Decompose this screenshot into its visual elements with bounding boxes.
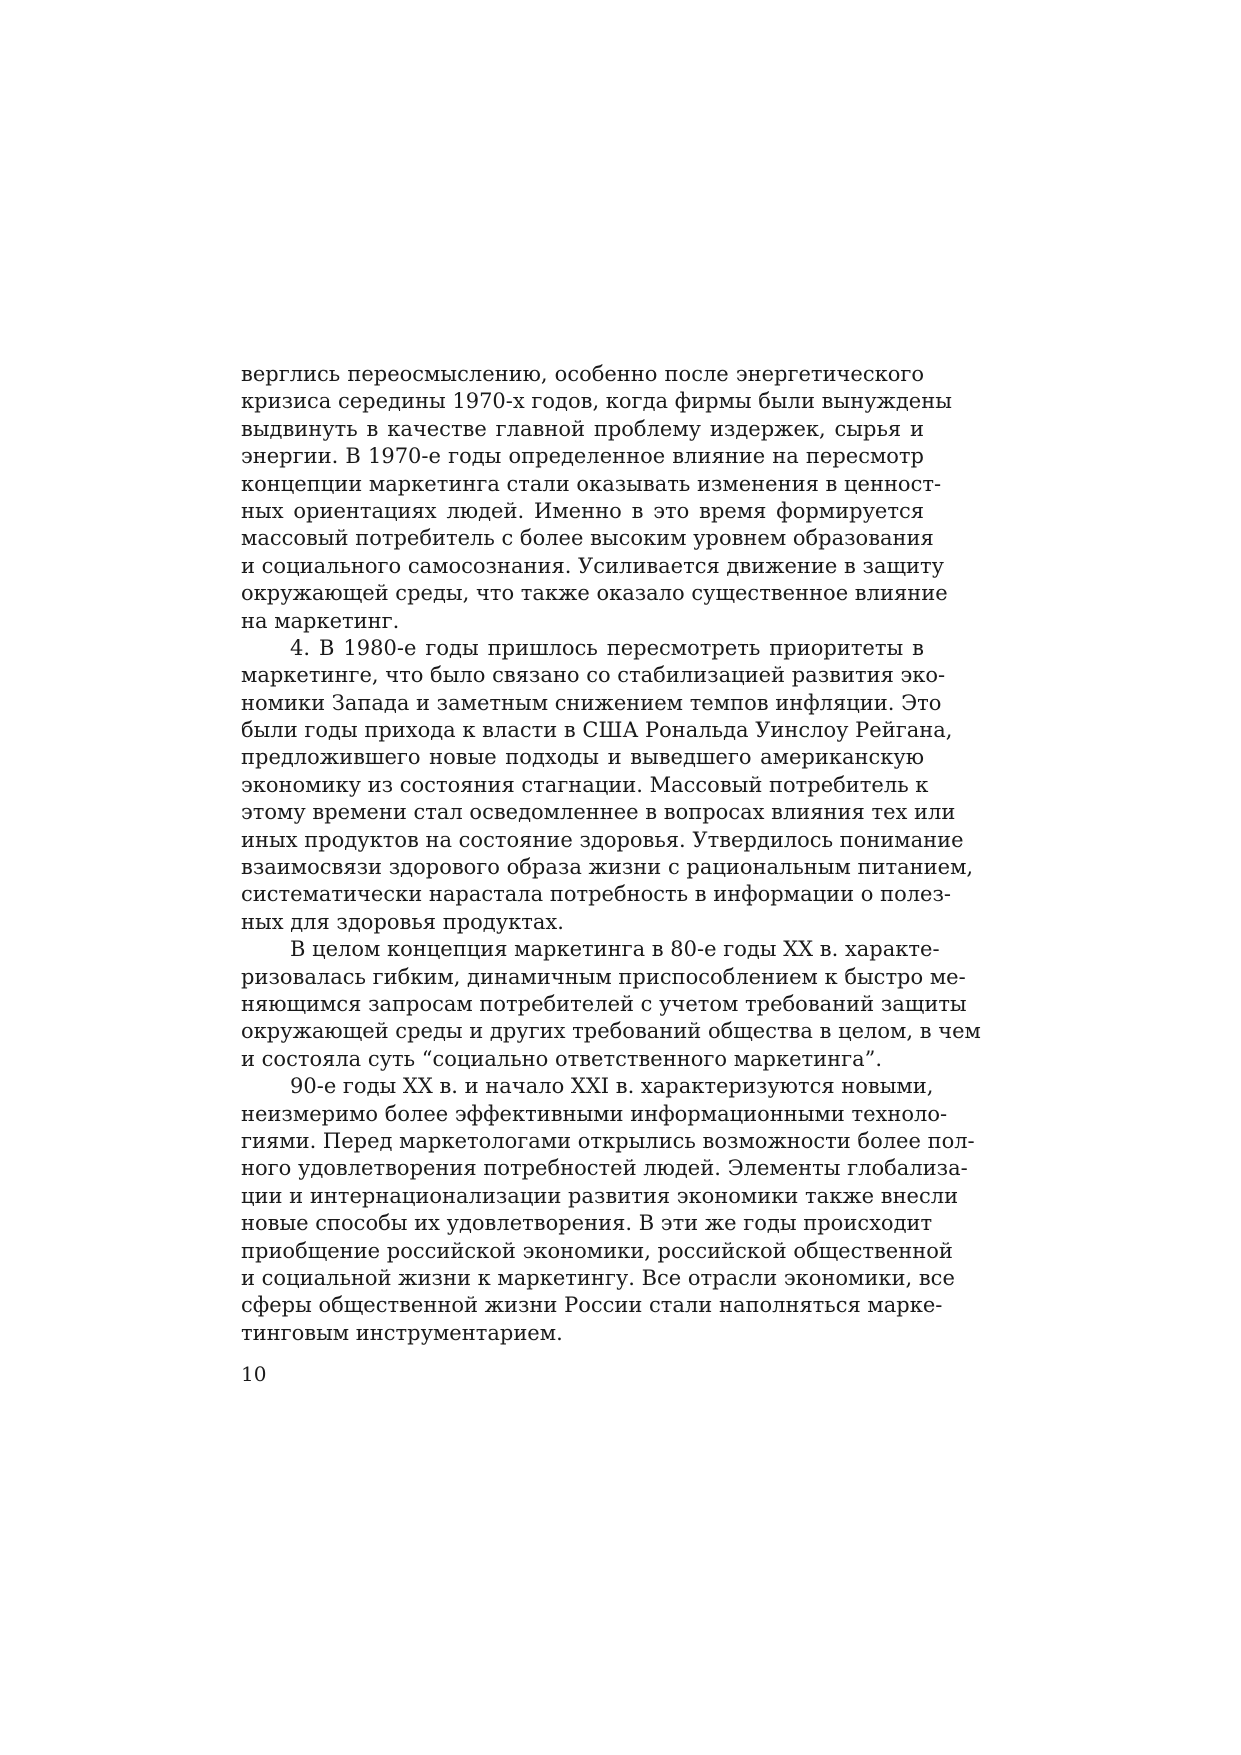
text-line: выдвинуть в качестве главной проблему издержек, сырья и — [241, 416, 924, 441]
text-line: гиями. Перед маркетологами открылись возможности более пол- — [241, 1128, 975, 1153]
text-line: систематически нарастала потребность в информации о полез- — [241, 882, 952, 907]
text-line: ных ориентациях людей. Именно в это время формируется — [241, 498, 924, 523]
text-line: энергии. В 1970-е годы определенное влияние на пересмотр — [241, 444, 924, 469]
text-line: сферы общественной жизни России стали наполняться марке- — [241, 1293, 943, 1318]
text-line: на маркетинг. — [241, 608, 400, 633]
paragraph — [241, 1073, 975, 1347]
text-line: 90-е годы XX в. и начало XXI в. характеризуются новыми, — [290, 1074, 934, 1099]
text-line: предложившего новые подходы и выведшего американскую — [241, 745, 924, 770]
text-line: верглись переосмыслению, особенно после энергетического — [241, 362, 924, 386]
text-line: массовый потребитель с более высоким уровнем образования — [241, 526, 934, 551]
text-line: кризиса середины 1970-х годов, когда фирмы были вынуждены — [241, 389, 952, 414]
text-line: ции и интернационализации развития экономики также внесли — [241, 1183, 959, 1208]
text-line: ных для здоровья продуктах. — [241, 909, 564, 934]
text-line: 4. В 1980-е годы пришлось пересмотреть приоритеты в — [290, 635, 924, 660]
text-line: взаимосвязи здорового образа жизни с рациональным питанием, — [241, 855, 974, 880]
text-line: В целом концепция маркетинга в 80-е годы XX в. характе- — [290, 937, 940, 962]
paragraph — [241, 361, 952, 635]
text-line: маркетинге, что было связано со стабилизацией развития эко- — [241, 663, 946, 688]
text-line: ного удовлетворения потребностей людей. Элементы глобализа- — [241, 1156, 968, 1181]
text-line: няющимся запросам потребителей с учетом требований защиты — [241, 991, 967, 1016]
text-line: этому времени стал осведомленнее в вопросах влияния тех или — [241, 800, 956, 825]
text-line: окружающей среды, что также оказало существенное влияние — [241, 581, 948, 606]
text-line: экономику из состояния стагнации. Массовый потребитель к — [241, 772, 929, 797]
paragraph — [241, 936, 981, 1073]
text-line: были годы прихода к власти в США Рональда Уинслоу Рейгана, — [241, 718, 953, 743]
text-line: номики Запада и заметным снижением темпов инфляции. Это — [241, 690, 942, 715]
body-text — [241, 361, 981, 1347]
page-number: 10 — [241, 1362, 267, 1386]
paragraph — [241, 635, 974, 936]
text-line: и социального самосознания. Усиливается движение в защиту — [241, 553, 944, 578]
text-line: концепции маркетинга стали оказывать изменения в ценност- — [241, 471, 942, 496]
text-line: ризовалась гибким, динамичным приспособлением к быстро ме- — [241, 964, 966, 989]
text-line: и социальной жизни к маркетингу. Все отрасли экономики, все — [241, 1265, 955, 1290]
text-line: окружающей среды и других требований общества в целом, в чем — [241, 1019, 981, 1044]
text-line: приобщение российской экономики, российской общественной — [241, 1238, 953, 1263]
text-line: тинговым инструментарием. — [241, 1320, 563, 1345]
text-line: новые способы их удовлетворения. В эти же годы происходит — [241, 1211, 933, 1236]
text-line: и состояла суть “социально ответственного маркетинга”. — [241, 1046, 883, 1071]
text-line: иных продуктов на состояние здоровья. Утвердилось понимание — [241, 827, 964, 852]
text-line: неизмеримо более эффективными информационными техноло- — [241, 1101, 948, 1126]
